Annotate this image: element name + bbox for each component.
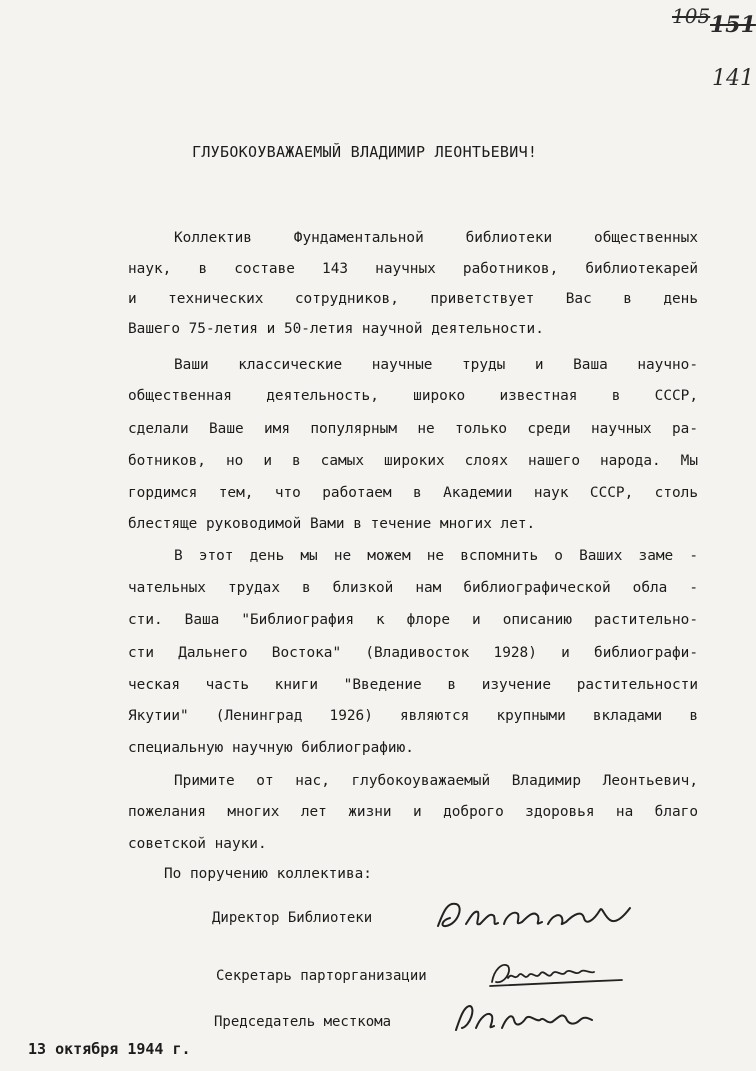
signatory-title: Секретарь парторганизации [216,968,427,984]
body-line: Вашего 75-летия и 50-летия научной деятельности. [128,321,544,337]
body-line: В этот день мы не можем не вспомнить о Ваших заме - [174,548,698,564]
body-line: ческая часть книги "Введение в изучение растительности [128,677,698,693]
body-line: сти Дальнего Востока" (Владивосток 1928) и библиографи- [128,645,698,661]
body-line: блестяще руководимой Вами в течение многих лет. [128,516,536,532]
document-date: 13 октября 1944 г. [28,1040,191,1058]
salutation: ГЛУБОКОУВАЖАЕМЫЙ ВЛАДИМИР ЛЕОНТЬЕВИЧ! [192,143,538,161]
body-line: Примите от нас, глубокоуважаемый Владимир Леонтьевич, [174,773,698,789]
closing-line: По поручению коллектива: [164,866,372,882]
body-line: общественная деятельность, широко известная в СССР, [128,388,698,404]
folio-number-old: 105 [672,4,711,28]
handwritten-signature [450,1000,600,1036]
body-line: сти. Ваша "Библиография к флоре и описанию растительно- [128,612,698,628]
signatory-title: Директор Библиотеки [212,910,373,926]
body-line: советской науки. [128,836,267,852]
body-line: и технических сотрудников, приветствует Вас в день [128,291,698,307]
body-line: специальную научную библиографию. [128,740,414,756]
signatory-title: Председатель месткома [214,1014,392,1030]
signature-row-director [212,898,662,932]
body-line: наук, в составе 143 научных работников, библиотекарей [128,261,698,277]
body-line: сделали Ваше имя популярным не только среди научных ра- [128,421,698,437]
handwritten-signature [486,956,626,990]
signature-row-chair [214,1002,634,1036]
body-line: Якутии" (Ленинград 1926) являются крупными вкладами в [128,708,698,724]
handwritten-signature [434,896,644,932]
folio-number-struck: 151 [710,12,756,38]
signature-row-secretary [216,956,636,990]
body-line: пожелания многих лет жизни и доброго здоровья на благо [128,804,698,820]
body-line: чательных трудах в близкой нам библиографической обла - [128,580,698,596]
folio-number: 141 [712,66,754,91]
body-line: ботников, но и в самых широких слоях нашего народа. Мы [128,453,698,469]
body-line: Ваши классические научные труды и Ваша научно- [174,357,698,373]
body-line: гордимся тем, что работаем в Академии наук СССР, столь [128,485,698,501]
body-line: Коллектив Фундаментальной библиотеки общественных [174,230,698,246]
